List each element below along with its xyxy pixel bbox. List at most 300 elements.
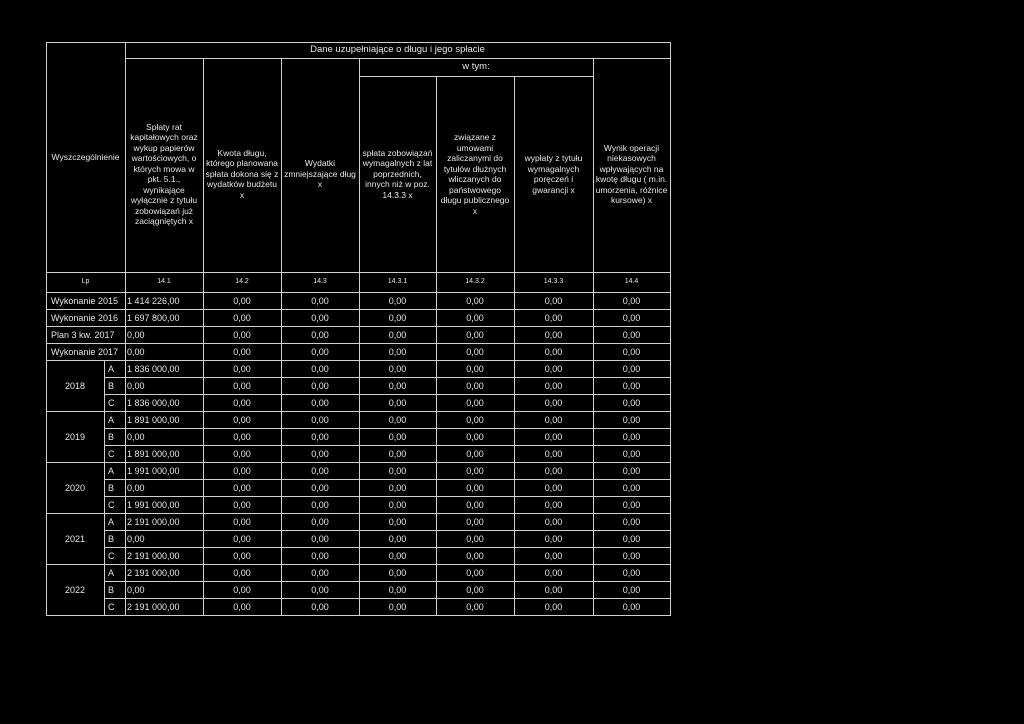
data-cell-text: 0,00	[622, 431, 641, 442]
data-cell-text: 0,00	[311, 346, 329, 357]
data-cell-text: 0,00	[544, 312, 563, 323]
data-cell-text: 0,00	[233, 431, 251, 442]
data-cell-text: 1 697 800,00	[127, 312, 180, 323]
data-cell	[203, 394, 281, 411]
variant-label	[106, 547, 127, 564]
data-cell-text: 0,00	[233, 482, 251, 493]
variant-divider	[104, 564, 105, 615]
variant-divider	[104, 462, 105, 513]
data-cell	[281, 309, 359, 326]
column-header-6-text: wypłaty z tytułu wymagalnych poręczeń i gwarancji x	[524, 153, 583, 195]
data-cell	[359, 428, 436, 445]
data-cell-text: 0,00	[466, 516, 484, 527]
data-cell	[593, 326, 670, 343]
data-cell	[436, 445, 514, 462]
data-cell-text: 0,00	[233, 414, 251, 425]
lp-cell-7	[593, 272, 670, 292]
column-header-4-text: spłata zobowiązań wymagalnych z lat poprzednich, innych niż w poz. 14.3.3 x	[362, 147, 433, 200]
data-cell-text: 0,00	[622, 499, 641, 510]
data-cell-text: 0,00	[311, 601, 329, 612]
data-cell-text: 2 191 000,00	[127, 567, 180, 578]
data-cell-text: 0,00	[466, 346, 484, 357]
data-cell	[203, 377, 281, 394]
data-cell	[436, 360, 514, 377]
data-cell-text: 0,00	[233, 397, 251, 408]
variant-label	[106, 581, 127, 598]
lp-cell-4	[359, 272, 436, 292]
data-cell-text: 0,00	[311, 363, 329, 374]
data-cell-text: 0,00	[388, 516, 407, 527]
data-cell-text: 0,00	[466, 465, 484, 476]
data-cell	[125, 496, 203, 513]
data-cell-text: 2 191 000,00	[127, 601, 180, 612]
data-cell-text: 0,00	[622, 414, 641, 425]
data-cell-text: 0,00	[233, 465, 251, 476]
data-cell-text: 0,00	[233, 329, 251, 340]
data-cell	[203, 479, 281, 496]
data-cell	[281, 530, 359, 547]
data-cell-text: 0,00	[466, 533, 484, 544]
column-header-0-text: Wyszczególnienie	[51, 151, 120, 162]
data-cell	[281, 343, 359, 360]
data-cell-text: 0,00	[311, 584, 329, 595]
data-cell-text: 0,00	[311, 516, 329, 527]
data-cell	[359, 530, 436, 547]
data-cell-text: 0,00	[388, 482, 407, 493]
data-cell-text: 0,00	[622, 601, 641, 612]
lp-cell-3-text: 14.3	[313, 278, 327, 285]
row-label	[49, 309, 128, 326]
lp-cell-4-text: 14.3.1	[387, 278, 408, 285]
data-cell-text: 0,00	[622, 380, 641, 391]
data-cell	[593, 479, 670, 496]
variant-label	[106, 445, 127, 462]
variant-label-text: B	[108, 584, 115, 595]
data-cell-text: 0,00	[388, 329, 407, 340]
data-cell-text: 0,00	[388, 380, 407, 391]
column-header-5-text: związane z umowami zaliczanymi do tytułów dłużnych wliczanych do państwowego długu publicznego x	[440, 132, 510, 216]
data-cell-text: 0,00	[127, 533, 145, 544]
variant-label	[106, 496, 127, 513]
data-cell	[125, 394, 203, 411]
data-cell-text: 0,00	[466, 584, 484, 595]
column-header-5	[436, 76, 514, 272]
year-label-text: 2019	[64, 431, 86, 442]
data-cell	[514, 292, 593, 309]
data-cell-text: 0,00	[311, 380, 329, 391]
data-cell-text: 2 191 000,00	[127, 550, 180, 561]
data-cell	[514, 394, 593, 411]
data-cell	[203, 462, 281, 479]
year-label	[46, 564, 104, 615]
data-cell-text: 0,00	[233, 533, 251, 544]
data-cell-text: 0,00	[388, 601, 407, 612]
variant-label	[106, 411, 127, 428]
data-cell	[281, 377, 359, 394]
data-cell-text: 0,00	[233, 601, 251, 612]
variant-label-text: A	[108, 363, 115, 374]
data-cell	[125, 360, 203, 377]
variant-label	[106, 598, 127, 615]
data-cell-text: 0,00	[388, 499, 407, 510]
data-cell-text: 0,00	[466, 380, 484, 391]
variant-label	[106, 530, 127, 547]
year-label-text: 2022	[64, 584, 86, 595]
header-top-title	[125, 42, 670, 58]
data-cell	[203, 598, 281, 615]
data-cell-text: 0,00	[127, 380, 145, 391]
data-cell-text: 0,00	[466, 312, 484, 323]
data-cell	[514, 581, 593, 598]
data-cell-text: 0,00	[466, 295, 484, 306]
data-cell-text: 0,00	[622, 567, 641, 578]
data-cell	[359, 309, 436, 326]
data-cell-text: 0,00	[544, 363, 563, 374]
data-cell	[593, 428, 670, 445]
data-cell	[281, 479, 359, 496]
lp-cell-3	[281, 272, 359, 292]
data-cell	[436, 428, 514, 445]
data-cell-text: 0,00	[544, 584, 563, 595]
data-cell	[593, 581, 670, 598]
column-header-3-text: Wydatki zmniejszające dług x	[284, 158, 356, 190]
lp-cell-6	[514, 272, 593, 292]
data-cell	[514, 564, 593, 581]
column-header-2	[203, 76, 281, 272]
data-cell	[203, 292, 281, 309]
lp-cell-1-text: 14.1	[157, 278, 171, 285]
data-cell-text: 0,00	[388, 363, 407, 374]
data-cell	[593, 496, 670, 513]
data-cell	[281, 445, 359, 462]
year-label	[46, 360, 104, 411]
data-cell	[514, 598, 593, 615]
data-cell-text: 0,00	[311, 482, 329, 493]
data-cell	[125, 428, 203, 445]
data-cell	[203, 530, 281, 547]
data-cell	[359, 513, 436, 530]
data-cell-text: 0,00	[622, 312, 641, 323]
data-cell	[514, 513, 593, 530]
data-cell	[593, 309, 670, 326]
row-rule	[46, 615, 670, 616]
data-cell-text: 0,00	[233, 363, 251, 374]
data-cell	[359, 547, 436, 564]
data-cell	[359, 343, 436, 360]
data-cell	[125, 326, 203, 343]
column-header-3	[281, 76, 359, 272]
data-cell-text: 0,00	[544, 431, 563, 442]
data-cell-text: 0,00	[544, 550, 563, 561]
data-cell-text: 0,00	[233, 295, 251, 306]
data-cell	[593, 564, 670, 581]
header-sub-title-text: w tym:	[462, 61, 490, 72]
data-cell-text: 0,00	[622, 584, 641, 595]
data-cell	[359, 564, 436, 581]
data-cell-text: 0,00	[544, 601, 563, 612]
data-cell-text: 0,00	[622, 465, 641, 476]
data-cell	[514, 479, 593, 496]
data-cell-text: 0,00	[311, 431, 329, 442]
data-cell	[281, 462, 359, 479]
variant-divider	[104, 411, 105, 462]
data-cell-text: 0,00	[544, 380, 563, 391]
data-cell-text: 0,00	[233, 312, 251, 323]
data-cell-text: 0,00	[311, 533, 329, 544]
data-cell	[436, 326, 514, 343]
variant-label	[106, 377, 127, 394]
data-cell-text: 0,00	[311, 499, 329, 510]
data-cell	[436, 309, 514, 326]
data-cell-text: 0,00	[544, 567, 563, 578]
variant-label	[106, 394, 127, 411]
data-cell	[281, 564, 359, 581]
data-cell-text: 0,00	[622, 363, 641, 374]
data-cell	[514, 377, 593, 394]
row-label	[49, 292, 128, 309]
data-cell	[514, 343, 593, 360]
data-cell	[436, 411, 514, 428]
data-cell	[359, 411, 436, 428]
data-cell	[593, 513, 670, 530]
column-header-4	[359, 76, 436, 272]
data-cell	[514, 309, 593, 326]
variant-label-text: A	[108, 567, 115, 578]
data-cell-text: 0,00	[311, 312, 329, 323]
data-cell	[436, 598, 514, 615]
data-cell-text: 0,00	[233, 567, 251, 578]
data-cell	[436, 394, 514, 411]
data-cell	[125, 411, 203, 428]
row-label-text: Wykonanie 2016	[51, 312, 118, 323]
data-cell	[125, 581, 203, 598]
lp-cell-2-text: 14.2	[235, 278, 249, 285]
data-cell-text: 0,00	[622, 329, 641, 340]
data-cell-text: 0,00	[466, 482, 484, 493]
data-cell	[125, 530, 203, 547]
data-cell-text: 0,00	[622, 550, 641, 561]
data-cell	[593, 377, 670, 394]
data-cell-text: 0,00	[622, 516, 641, 527]
data-cell-text: 0,00	[466, 363, 484, 374]
year-label-text: 2021	[64, 533, 86, 544]
data-cell-text: 0,00	[544, 533, 563, 544]
data-cell	[593, 547, 670, 564]
variant-label-text: C	[108, 448, 115, 459]
data-cell-text: 0,00	[544, 499, 563, 510]
data-cell	[593, 292, 670, 309]
variant-label-text: A	[108, 465, 115, 476]
data-cell-text: 0,00	[388, 312, 407, 323]
data-cell	[203, 496, 281, 513]
data-cell	[359, 377, 436, 394]
data-cell-text: 0,00	[311, 295, 329, 306]
data-cell-text: 0,00	[466, 397, 484, 408]
data-cell	[281, 411, 359, 428]
data-cell	[281, 292, 359, 309]
data-cell-text: 0,00	[544, 465, 563, 476]
table-border-right	[670, 42, 671, 616]
data-cell-text: 0,00	[388, 567, 407, 578]
data-cell-text: 0,00	[388, 448, 407, 459]
variant-label	[106, 513, 127, 530]
column-header-2-text: Kwota długu, którego planowana spłata dokona się z wydatków budżetu x	[205, 147, 279, 200]
data-cell-text: 0,00	[622, 482, 641, 493]
variant-label-text: B	[108, 482, 115, 493]
data-cell-text: 1 836 000,00	[127, 363, 180, 374]
data-cell	[514, 326, 593, 343]
header-sub-title	[359, 58, 593, 76]
data-cell-text: 1 414 226,00	[127, 295, 180, 306]
data-cell-text: 0,00	[466, 601, 484, 612]
data-cell-text: 0,00	[127, 329, 145, 340]
header-top-title-text: Dane uzupełniające o długu i jego spłacie	[310, 44, 485, 55]
data-cell	[593, 343, 670, 360]
data-cell	[436, 496, 514, 513]
data-cell	[125, 513, 203, 530]
data-cell	[203, 411, 281, 428]
data-cell-text: 0,00	[544, 414, 563, 425]
data-cell	[203, 581, 281, 598]
data-cell	[125, 343, 203, 360]
column-header-1-text: Spłaty rat kapitałowych oraz wykup papierów wartościowych, o których mowa w pkt. 5.1., wynikające wyłącznie z tytułu zobowiązań już zaciągniętych x	[130, 121, 198, 226]
year-label	[46, 462, 104, 513]
data-cell	[436, 564, 514, 581]
lp-cell-2	[203, 272, 281, 292]
variant-label	[106, 479, 127, 496]
data-cell	[514, 530, 593, 547]
data-cell	[125, 564, 203, 581]
data-cell-text: 0,00	[544, 329, 563, 340]
data-cell	[125, 598, 203, 615]
variant-label	[106, 564, 127, 581]
data-cell-text: 0,00	[466, 499, 484, 510]
data-cell-text: 0,00	[311, 448, 329, 459]
data-cell-text: 1 991 000,00	[127, 499, 180, 510]
data-cell-text: 0,00	[544, 346, 563, 357]
data-cell	[281, 394, 359, 411]
variant-label-text: B	[108, 380, 115, 391]
data-cell	[281, 496, 359, 513]
data-cell	[281, 513, 359, 530]
lp-cell-0	[46, 272, 125, 292]
data-cell	[436, 513, 514, 530]
data-cell	[436, 479, 514, 496]
data-cell	[203, 445, 281, 462]
data-cell-text: 0,00	[311, 397, 329, 408]
variant-label-text: A	[108, 414, 115, 425]
variant-label-text: B	[108, 431, 115, 442]
data-cell-text: 0,00	[233, 448, 251, 459]
data-cell	[359, 581, 436, 598]
row-label-text: Wykonanie 2017	[51, 346, 118, 357]
data-cell	[203, 564, 281, 581]
row-label-text: Wykonanie 2015	[51, 295, 118, 306]
data-cell-text: 0,00	[233, 550, 251, 561]
data-cell	[514, 547, 593, 564]
data-cell	[514, 496, 593, 513]
data-cell	[436, 547, 514, 564]
data-cell-text: 0,00	[388, 550, 407, 561]
data-cell-text: 0,00	[466, 448, 484, 459]
year-label	[46, 513, 104, 564]
data-cell-text: 0,00	[388, 414, 407, 425]
data-cell-text: 1 991 000,00	[127, 465, 180, 476]
data-cell	[281, 581, 359, 598]
data-cell-text: 0,00	[388, 295, 407, 306]
data-cell-text: 2 191 000,00	[127, 516, 180, 527]
data-cell-text: 0,00	[311, 567, 329, 578]
variant-label-text: C	[108, 397, 115, 408]
variant-label-text: C	[108, 601, 115, 612]
data-cell	[593, 360, 670, 377]
data-cell-text: 0,00	[388, 397, 407, 408]
data-cell	[359, 479, 436, 496]
data-cell-text: 1 891 000,00	[127, 448, 180, 459]
data-cell-text: 0,00	[544, 482, 563, 493]
data-cell	[436, 581, 514, 598]
data-cell-text: 0,00	[544, 397, 563, 408]
data-cell	[125, 377, 203, 394]
data-cell-text: 0,00	[127, 482, 145, 493]
data-cell-text: 0,00	[233, 499, 251, 510]
row-label	[49, 326, 128, 343]
data-cell	[125, 309, 203, 326]
year-label	[46, 411, 104, 462]
data-cell-text: 0,00	[388, 465, 407, 476]
data-cell-text: 0,00	[466, 567, 484, 578]
lp-cell-0-text: Lp	[81, 278, 90, 285]
data-cell	[593, 462, 670, 479]
data-cell	[436, 343, 514, 360]
data-cell-text: 0,00	[233, 380, 251, 391]
data-cell	[514, 462, 593, 479]
variant-label	[106, 428, 127, 445]
data-cell-text: 0,00	[127, 346, 145, 357]
data-cell-text: 1 891 000,00	[127, 414, 180, 425]
lp-cell-7-text: 14.4	[624, 278, 639, 285]
data-cell-text: 0,00	[233, 584, 251, 595]
data-cell-text: 0,00	[311, 550, 329, 561]
data-cell	[593, 530, 670, 547]
data-cell-text: 0,00	[622, 533, 641, 544]
data-cell	[514, 411, 593, 428]
data-cell	[359, 360, 436, 377]
data-cell	[281, 598, 359, 615]
data-cell-text: 0,00	[544, 516, 563, 527]
data-cell-text: 0,00	[127, 584, 145, 595]
data-cell-text: 0,00	[311, 465, 329, 476]
data-cell-text: 0,00	[311, 414, 329, 425]
data-cell	[203, 343, 281, 360]
variant-divider	[104, 513, 105, 564]
data-cell-text: 0,00	[622, 346, 641, 357]
row-label-text: Plan 3 kw. 2017	[51, 329, 115, 340]
data-cell	[359, 394, 436, 411]
variant-label	[106, 360, 127, 377]
data-cell	[436, 377, 514, 394]
data-cell	[593, 411, 670, 428]
variant-label-text: B	[108, 533, 115, 544]
column-header-7	[593, 76, 670, 272]
data-cell	[436, 292, 514, 309]
variant-label-text: A	[108, 516, 115, 527]
data-cell	[203, 326, 281, 343]
data-cell-text: 0,00	[466, 329, 484, 340]
variant-label	[106, 462, 127, 479]
data-cell	[203, 309, 281, 326]
data-cell-text: 0,00	[233, 516, 251, 527]
